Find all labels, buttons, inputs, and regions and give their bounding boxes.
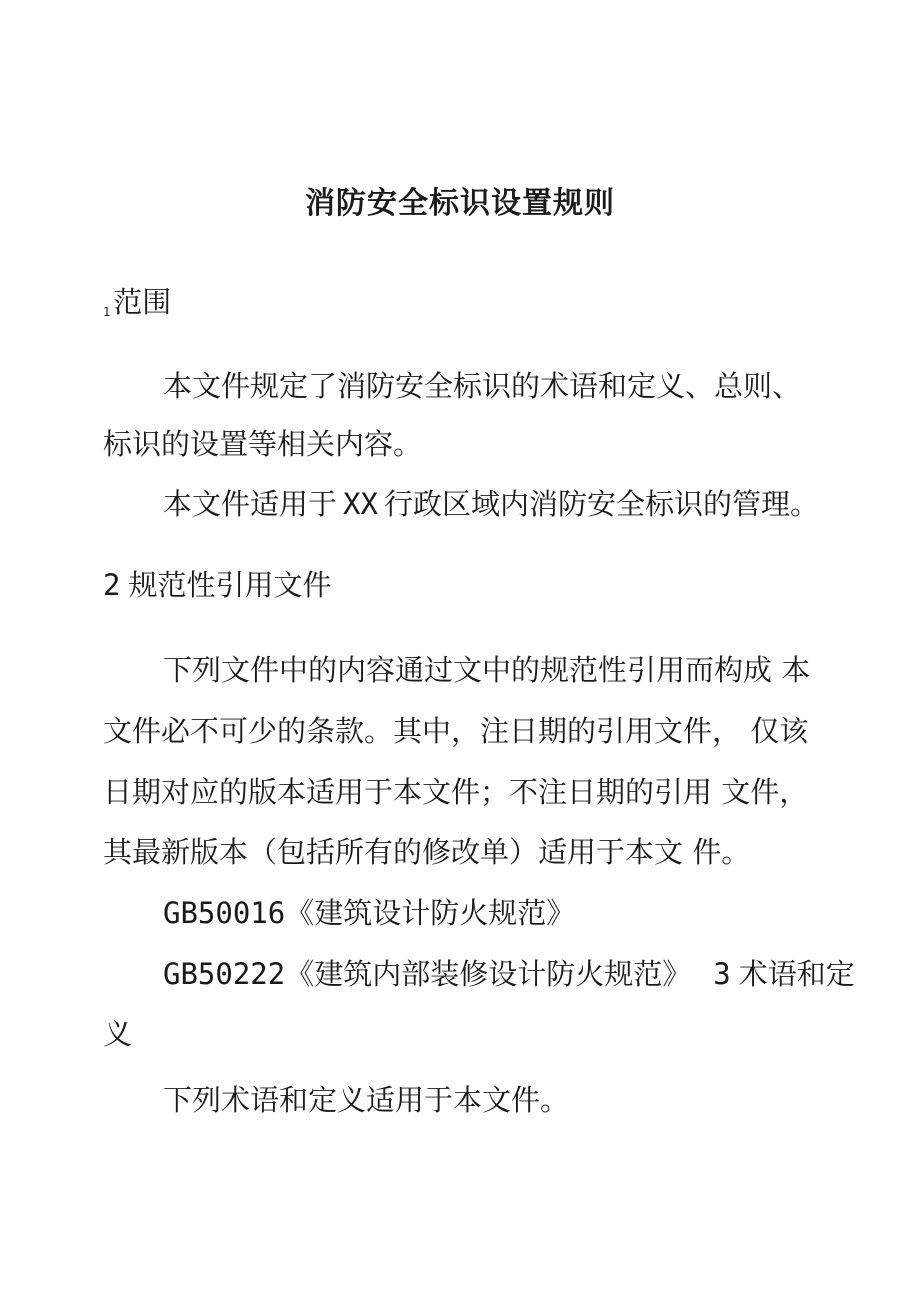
section-1-para-2 (163, 484, 819, 524)
reference-2-code: GB50222 (163, 957, 286, 991)
section-3-heading-part-1: 术语和定 (738, 957, 855, 991)
section-2-number: 2 (103, 568, 121, 602)
reference-1-code: GB50016 (163, 896, 286, 930)
section-1-para-2-prefix: 本文件适用于 (163, 487, 338, 521)
section-2-para-line-2: 文件必不可少的条款。其中，注日期的引用文件， 仅该 (103, 714, 809, 748)
section-1-title: 范围 (113, 285, 172, 319)
reference-1-title: 《建筑设计防火规范》 (285, 896, 576, 930)
section-3-number: 3 (713, 957, 731, 991)
section-1-para-1-line-1: 本文件规定了消防安全标识的术语和定义、总则、 (163, 369, 802, 403)
reference-2-title: 《建筑内部装修设计防火规范》 (285, 957, 692, 991)
reference-1 (163, 893, 575, 933)
section-1-number: 1 (103, 305, 111, 319)
section-1-para-1-line-2: 标识的设置等相关内容。 (103, 427, 423, 461)
section-2-heading (103, 565, 331, 605)
section-2-title: 规范性引用文件 (128, 568, 332, 602)
section-1-para-2-region: XX (343, 487, 378, 521)
section-2-para-line-4: 其最新版本（包括所有的修改单）适用于本文 件。 (103, 835, 751, 869)
section-1-heading (103, 282, 171, 332)
section-1-para-2-suffix: 行政区域内消防安全标识的管理。 (383, 487, 819, 521)
reference-2 (163, 954, 855, 994)
document-title: 消防安全标识设置规则 (305, 186, 615, 221)
section-2-para-line-1: 下列文件中的内容通过文中的规范性引用而构成 本 (163, 653, 811, 687)
section-2-para-line-3: 日期对应的版本适用于本文件；不注日期的引用 文件， (103, 775, 809, 809)
section-3-heading-part-2: 义 (103, 1017, 133, 1051)
section-3-para: 下列术语和定义适用于本文件。 (163, 1083, 570, 1117)
